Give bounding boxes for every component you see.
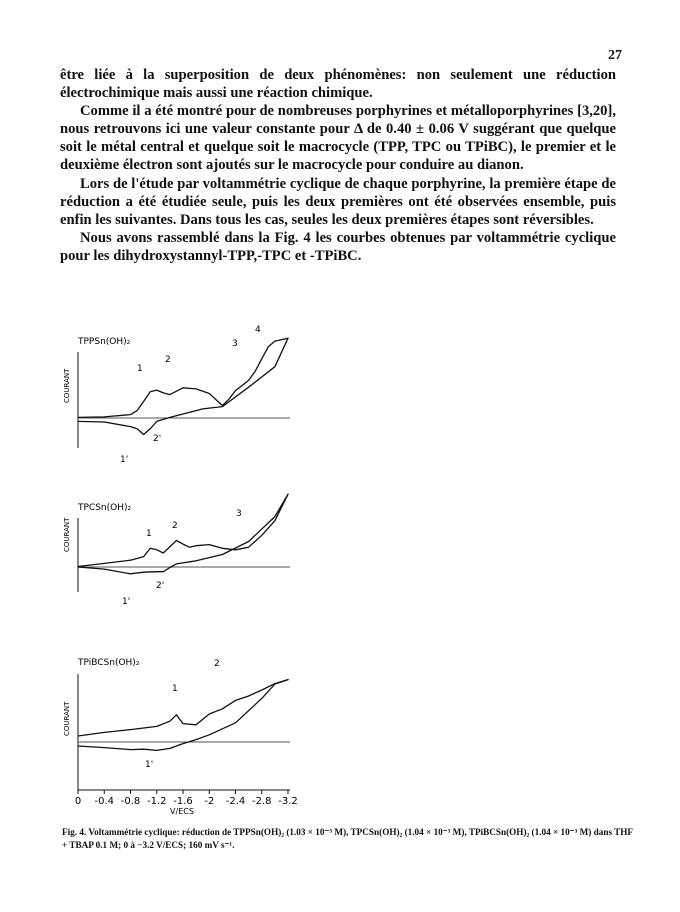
page-number: 27 xyxy=(608,48,622,63)
x-tick-label: -1.6 xyxy=(173,796,193,807)
y-axis-label: COURANT xyxy=(63,517,71,552)
paragraph-1: être liée à la superposition de deux phénomènes: non seulement une réduction électrochimique mais aussi une réaction chimique. xyxy=(60,67,616,102)
panel-title: TPPSn(OH)₂ xyxy=(78,337,131,347)
paragraph-3: Lors de l'étude par voltammétrie cyclique de chaque porphyrine, la première étape de réduction a été étudiée seule, puis les deux premières ont été observées ensemble, puis enfin les suivantes. Dans tous les cas, seules les deux premières étapes sont réversibles. xyxy=(60,175,616,228)
peak-label-1-prime: 1' xyxy=(145,760,154,770)
peak-label-2: 2 xyxy=(165,355,171,365)
x-tick-label: -2.4 xyxy=(225,796,246,807)
peak-label-2: 2 xyxy=(172,521,178,531)
y-axis-label: COURANT xyxy=(63,701,71,736)
x-tick-label: 0 xyxy=(74,796,82,807)
peak-label-2-prime: 2' xyxy=(156,581,165,591)
peak-label-1-prime: 1' xyxy=(122,597,131,607)
return-scan-curve xyxy=(78,680,288,751)
x-axis xyxy=(75,790,298,816)
panel-tpcsn xyxy=(63,494,290,607)
forward-scan-curve xyxy=(78,680,288,736)
x-tick-label: -3.2 xyxy=(278,796,298,807)
panel-title: TPCSn(OH)₂ xyxy=(78,503,132,513)
paragraph-4: Nous avons rassemblé dans la Fig. 4 les courbes obtenues par voltammétrie cyclique pour les dihydroxystannyl-TPP,-TPC et -TPiBC. xyxy=(60,229,616,264)
peak-label-1: 1 xyxy=(172,684,178,694)
panel-tpibcsn xyxy=(63,658,290,790)
panel-title: TPiBCSn(OH)₂ xyxy=(78,658,140,668)
x-tick-label: -2 xyxy=(204,796,215,807)
peak-label-2-prime: 2' xyxy=(153,434,162,444)
peak-label-1: 1 xyxy=(146,529,152,539)
peak-label-4: 4 xyxy=(255,325,261,335)
peak-label-1: 1 xyxy=(137,364,143,374)
figure-caption: Fig. 4. Voltammétrie cyclique: réduction de TPPSn(OH)₂ (1.03 × 10⁻³ M), TPCSn(OH)₂ (1.04 × 10⁻³ M), TPiBCSn(OH)₂ (1.04 × 10⁻³ M) dans THF + TBAP 0.1 M; 0 à −3.2 V/ECS; 160 mV s⁻¹. xyxy=(62,827,633,850)
x-tick-label: -0.8 xyxy=(120,796,141,807)
x-tick-label: -2.8 xyxy=(251,796,272,807)
x-tick-label: -0.4 xyxy=(94,796,115,807)
forward-scan-curve xyxy=(78,338,288,417)
x-tick-label: -1.2 xyxy=(146,796,167,807)
y-axis-label: COURANT xyxy=(63,368,71,403)
peak-label-3: 3 xyxy=(236,509,242,519)
peak-label-1-prime: 1' xyxy=(120,455,129,465)
panel-tppsn xyxy=(63,325,290,465)
x-axis-label: V/ECS xyxy=(170,807,194,816)
return-scan-curve xyxy=(78,338,288,434)
peak-label-3: 3 xyxy=(232,339,238,349)
peak-label-2: 2 xyxy=(214,659,220,669)
paragraph-2: Comme il a été montré pour de nombreuses porphyrines et métalloporphyrines [3,20], nous retrouvons ici une valeur constante pour Δ de 0.40 ± 0.06 V suggérant que quelque soit le métal central et quelque soit le macrocycle (TPP, TPC ou TPiBC), le premier et le deuxième électron sont ajoutés sur le macrocycle pour conduire au dianon. xyxy=(60,103,616,174)
